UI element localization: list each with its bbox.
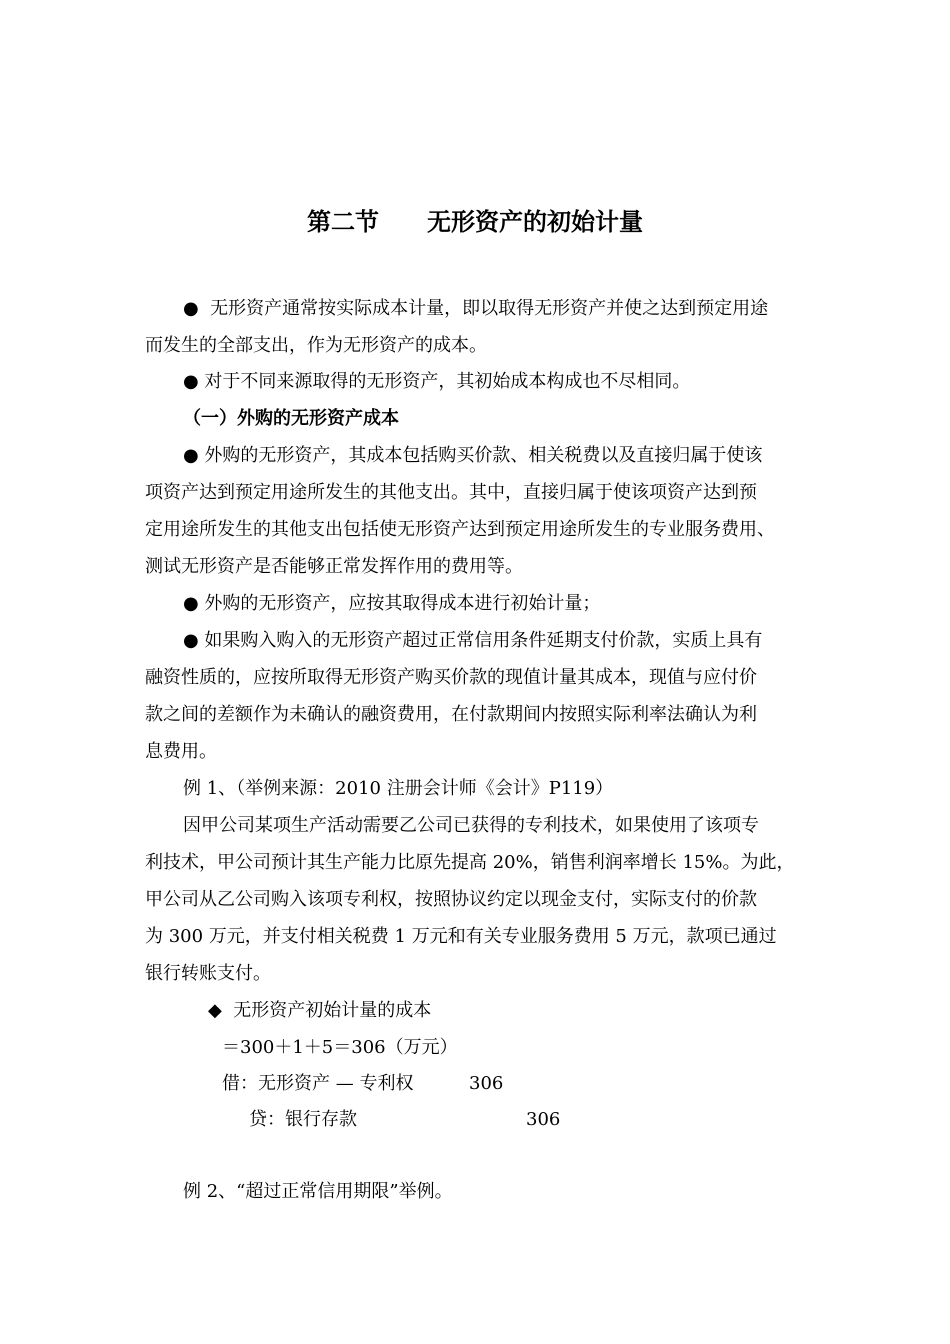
para5-line3: 款之间的差额作为未确认的融资费用，在付款期间内按照实际利率法确认为利 bbox=[145, 704, 757, 725]
para3-line1: ● 外购的无形资产，其成本包括购买价款、相关税费以及直接归属于使该 bbox=[183, 445, 763, 466]
cost-label: ◆ 无形资产初始计量的成本 bbox=[208, 1000, 432, 1021]
section-title: 第二节 无形资产的初始计量 bbox=[307, 208, 643, 236]
para3-line3: 定用途所发生的其他支出包括使无形资产达到预定用途所发生的专业服务费用、 bbox=[145, 519, 775, 540]
example2-heading: 例 2、“超过正常信用期限”举例。 bbox=[183, 1181, 453, 1202]
example1-line2: 利技术，甲公司预计其生产能力比原先提高 20%，销售利润率增长 15%。为此， bbox=[145, 852, 795, 873]
example1-heading: 例 1、（举例来源：2010 注册会计师《会计》P119） bbox=[183, 778, 614, 799]
entry-debit-label: 借：无形资产 — 专利权 bbox=[222, 1073, 414, 1094]
entry-debit-amount: 306 bbox=[469, 1073, 504, 1094]
para5-line4: 息费用。 bbox=[145, 741, 217, 762]
para3-line4: 测试无形资产是否能够正常发挥作用的费用等。 bbox=[145, 556, 523, 577]
example1-line4: 为 300 万元，并支付相关税费 1 万元和有关专业服务费用 5 万元，款项已通过 bbox=[145, 926, 777, 947]
para1-line1: ● 无形资产通常按实际成本计量，即以取得无形资产并使之达到预定用途 bbox=[183, 298, 769, 319]
cost-formula: ＝300＋1＋5＝306（万元） bbox=[222, 1037, 458, 1058]
entry-credit-label: 贷：银行存款 bbox=[249, 1109, 357, 1130]
section-heading-purchased: （一）外购的无形资产成本 bbox=[183, 408, 399, 429]
example1-line3: 甲公司从乙公司购入该项专利权，按照协议约定以现金支付，实际支付的价款 bbox=[145, 889, 757, 910]
para1-line2: 而发生的全部支出，作为无形资产的成本。 bbox=[145, 335, 487, 356]
para4: ● 外购的无形资产，应按其取得成本进行初始计量； bbox=[183, 593, 601, 614]
example1-line5: 银行转账支付。 bbox=[145, 963, 271, 984]
entry-credit-amount: 306 bbox=[526, 1109, 561, 1130]
example1-line1: 因甲公司某项生产活动需要乙公司已获得的专利技术，如果使用了该项专 bbox=[183, 815, 759, 836]
para5-line2: 融资性质的，应按所取得无形资产购买价款的现值计量其成本，现值与应付价 bbox=[145, 667, 757, 688]
para5-line1: ● 如果购入购入的无形资产超过正常信用条件延期支付价款，实质上具有 bbox=[183, 630, 763, 651]
para3-line2: 项资产达到预定用途所发生的其他支出。其中，直接归属于使该项资产达到预 bbox=[145, 482, 757, 503]
para2: ● 对于不同来源取得的无形资产，其初始成本构成也不尽相同。 bbox=[183, 371, 691, 392]
